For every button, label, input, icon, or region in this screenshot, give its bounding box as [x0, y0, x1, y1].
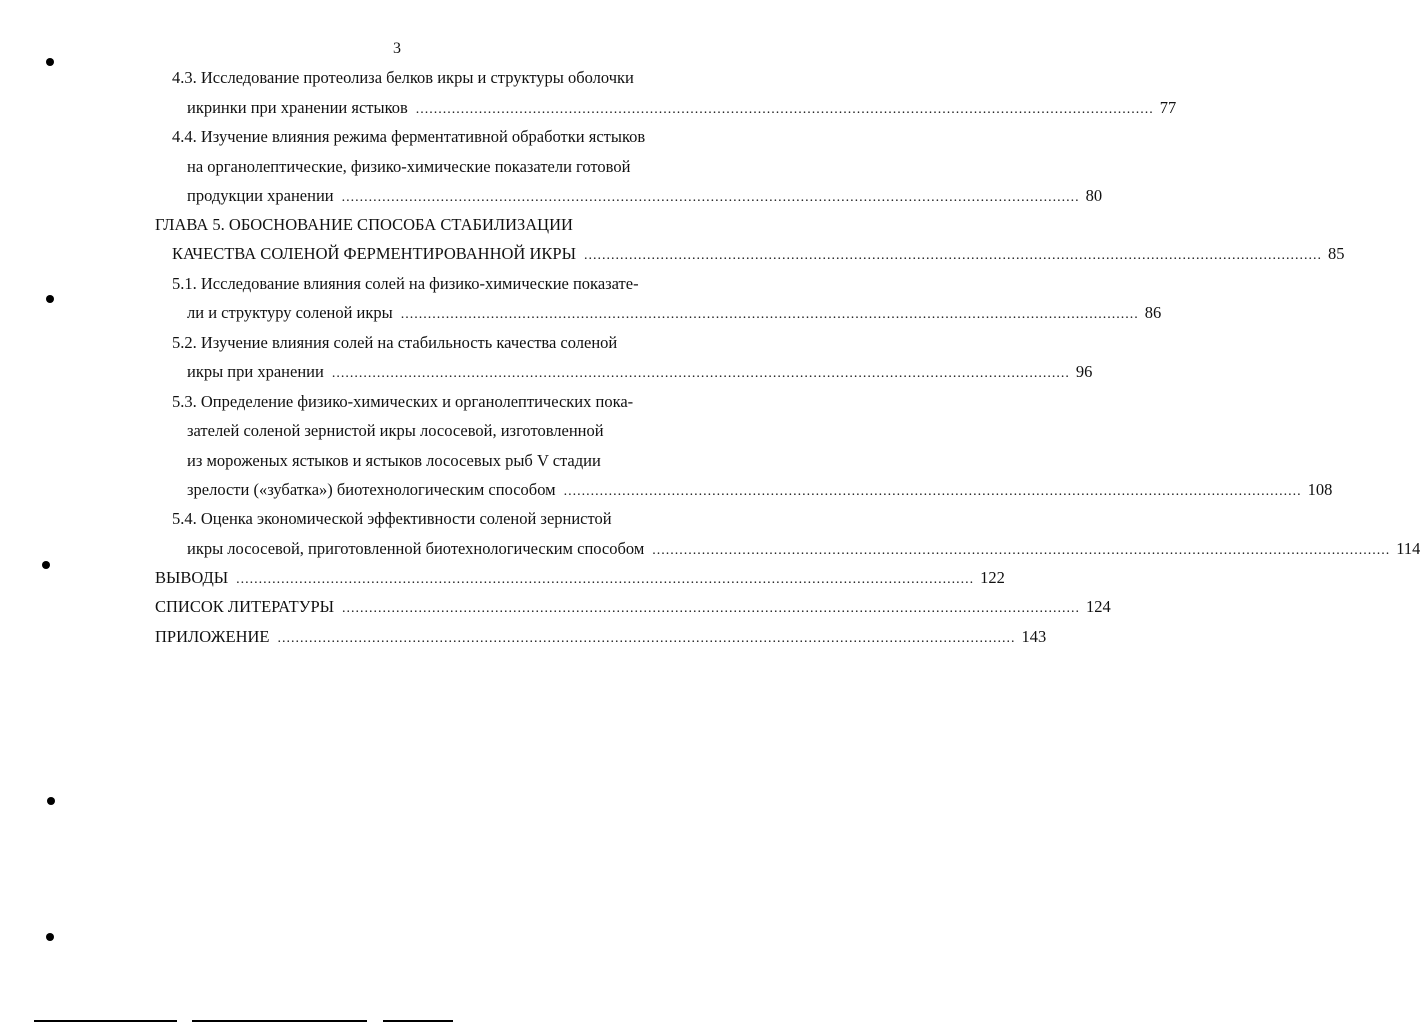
toc-entry-text: икры лососевой, приготовленной биотехнологическим способом [187, 539, 645, 558]
toc-literature [155, 597, 1111, 619]
toc-appendix [155, 627, 1047, 649]
scan-edge-line [192, 1020, 367, 1022]
toc-entry-4-4-line-1: 4.4. Изучение влияния режима ферментативной обработки ястыков [172, 127, 646, 146]
toc-page-number: 122 [980, 568, 1005, 587]
toc-entry-5-4-line-1: 5.4. Оценка экономической эффективности соленой зернистой [172, 509, 612, 528]
toc-entry-4-4-line-2: на органолептические, физико-химические показатели готовой [187, 157, 631, 176]
toc-page-number: 80 [1085, 186, 1103, 205]
toc-page-number: 85 [1327, 244, 1345, 263]
toc-entry-5-2-line-1: 5.2. Изучение влияния солей на стабильность качества соленой [172, 333, 618, 352]
page-number: 3 [393, 40, 401, 57]
binder-hole-dot [46, 58, 54, 66]
binder-hole-dot [42, 561, 50, 569]
toc-entry-text: икринки при хранении ястыков [187, 98, 408, 117]
dot-leader: .................................................................................................................................................................... [563, 484, 1302, 499]
toc-entry-text: КАЧЕСТВА СОЛЕНОЙ ФЕРМЕНТИРОВАННОЙ ИКРЫ [172, 244, 576, 263]
binder-hole-dot [46, 295, 54, 303]
toc-entry-5-2-line-2 [187, 362, 1093, 384]
toc-entry-5-3-line-3: из мороженых ястыков и ястыков лососевых рыб V стадии [187, 451, 601, 470]
dot-leader: .................................................................................................................................................................... [342, 601, 1081, 616]
dot-leader: .................................................................................................................................................................... [331, 366, 1070, 381]
toc-entry-5-3-line-1: 5.3. Определение физико-химических и органолептических пока- [172, 392, 634, 411]
toc-entry-text: СПИСОК ЛИТЕРАТУРЫ [155, 597, 335, 616]
toc-entry-4-4-line-3 [187, 186, 1103, 208]
toc-page-number: 143 [1021, 627, 1047, 646]
dot-leader: .................................................................................................................................................................... [652, 543, 1391, 558]
toc-entry-4-3-line-1: 4.3. Исследование протеолиза белков икры и структуры оболочки [172, 68, 634, 87]
toc-entry-text: продукции хранении [187, 186, 334, 205]
dot-leader: .................................................................................................................................................................... [341, 190, 1080, 205]
dot-leader: .................................................................................................................................................................... [400, 307, 1139, 322]
toc-entry-5-3-line-4 [187, 480, 1333, 502]
toc-page-number: 96 [1075, 362, 1093, 381]
toc-entry-text: икры при хранении [187, 362, 324, 381]
toc-page-number: 124 [1086, 597, 1111, 616]
toc-entry-4-3-line-2 [187, 98, 1177, 120]
dot-leader: .................................................................................................................................................................... [277, 631, 1016, 646]
toc-chapter-5-line-1: ГЛАВА 5. ОБОСНОВАНИЕ СПОСОБА СТАБИЛИЗАЦИИ [155, 215, 573, 234]
toc-chapter-5-line-2 [172, 244, 1345, 266]
dot-leader: .................................................................................................................................................................... [583, 248, 1322, 263]
toc-entry-5-1-line-1: 5.1. Исследование влияния солей на физико-химические показате- [172, 274, 639, 293]
toc-entry-text: ли и структуру соленой икры [187, 303, 393, 322]
binder-hole-dot [47, 797, 55, 805]
toc-page-number: 114 [1396, 539, 1420, 558]
toc-entry-5-4-line-2 [187, 539, 1420, 561]
dot-leader: .................................................................................................................................................................... [415, 102, 1154, 117]
toc-conclusions [155, 568, 1005, 590]
scan-edge-line [383, 1020, 453, 1022]
toc-entry-text: ВЫВОДЫ [155, 568, 229, 587]
toc-entry-text: ПРИЛОЖЕНИЕ [155, 627, 270, 646]
toc-entry-5-3-line-2: зателей соленой зернистой икры лососевой, изготовленной [187, 421, 604, 440]
toc-page-number: 108 [1307, 480, 1333, 499]
toc-page-number: 86 [1144, 303, 1162, 322]
toc-entry-5-1-line-2 [187, 303, 1162, 325]
scan-edge-line [34, 1020, 177, 1022]
toc-page-number: 77 [1159, 98, 1177, 117]
binder-hole-dot [46, 933, 54, 941]
toc-entry-text: зрелости («зубатка») биотехнологическим способом [187, 480, 556, 499]
dot-leader: .................................................................................................................................................................... [236, 572, 975, 587]
